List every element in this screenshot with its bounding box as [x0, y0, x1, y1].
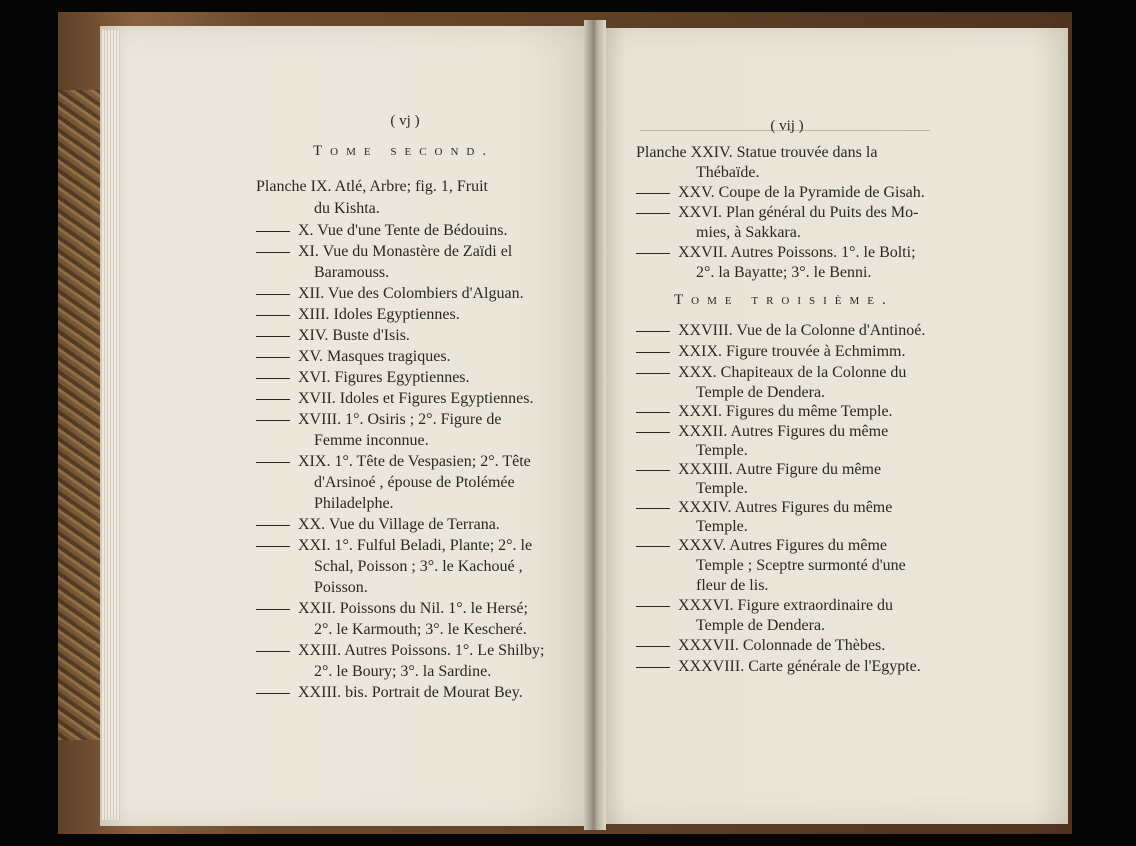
ditto-dash [636, 352, 670, 353]
entry-text: XXXVII. Colonnade de Thèbes. [678, 637, 886, 654]
entry-text: XI. Vue du Monastère de Zaïdi el [298, 243, 513, 260]
toc-entry [314, 579, 368, 597]
entry-text: d'Arsinoé , épouse de Ptolémée [314, 474, 515, 491]
toc-entry [314, 432, 429, 450]
toc-entry [256, 306, 460, 324]
toc-entry [256, 537, 532, 555]
toc-entry [636, 499, 892, 517]
ditto-dash [256, 231, 290, 232]
toc-entry [256, 285, 524, 303]
ditto-dash [636, 331, 670, 332]
toc-entry [256, 243, 512, 261]
entry-text: Thébaïde. [696, 164, 760, 181]
toc-entry [314, 200, 380, 218]
toc-entry [636, 403, 893, 421]
ditto-dash [636, 606, 670, 607]
toc-entry [636, 597, 893, 615]
entry-text: XXXII. Autres Figures du même [678, 423, 889, 440]
toc-entry [636, 204, 918, 222]
ditto-dash [256, 378, 290, 379]
toc-entry [636, 364, 906, 382]
entry-text: du Kishta. [314, 200, 380, 217]
entry-text: XXVIII. Vue de la Colonne d'Antinoé. [678, 322, 926, 339]
ditto-dash [636, 193, 670, 194]
ditto-dash [636, 667, 670, 668]
entry-text: XVII. Idoles et Figures Egyptiennes. [298, 390, 534, 407]
toc-entry [256, 411, 501, 429]
ditto-dash [256, 252, 290, 253]
entry-text: XIX. 1°. Tête de Vespasien; 2°. Tête [298, 453, 531, 470]
toc-entry [696, 557, 906, 575]
toc-entry [314, 474, 515, 492]
toc-entry [696, 224, 801, 242]
entry-text: XVI. Figures Egyptiennes. [298, 369, 470, 386]
entry-text: XXXIII. Autre Figure du même [678, 461, 882, 478]
toc-entry [636, 637, 885, 655]
ditto-dash [256, 546, 290, 547]
toc-entry [256, 390, 534, 408]
entry-text: X. Vue d'une Tente de Bédouins. [298, 222, 508, 239]
entry-text: XIII. Idoles Egyptiennes. [298, 306, 460, 323]
ditto-dash [256, 357, 290, 358]
entry-text: XXXV. Autres Figures du même [678, 537, 888, 554]
left-volume-heading: Tome second. [313, 143, 495, 159]
toc-entry [696, 617, 825, 635]
entry-text: XXV. Coupe de la Pyramide de Gisah. [678, 184, 925, 201]
entry-text: Planche IX. Atlé, Arbre; fig. 1, Fruit [256, 178, 488, 195]
entry-text: mies, à Sakkara. [696, 224, 801, 241]
ditto-dash [636, 253, 670, 254]
entry-text: XXXIV. Autres Figures du même [678, 499, 893, 516]
toc-entry [636, 537, 887, 555]
book-gutter [584, 20, 606, 830]
toc-entry [696, 442, 748, 460]
ditto-dash [636, 412, 670, 413]
toc-entry [636, 244, 916, 262]
toc-entry [636, 343, 906, 361]
ditto-dash [256, 399, 290, 400]
ditto-dash [636, 213, 670, 214]
ditto-dash [636, 373, 670, 374]
toc-entry [696, 480, 748, 498]
entry-text: 2°. la Bayatte; 3°. le Benni. [696, 264, 872, 281]
entry-text: Temple. [696, 442, 748, 459]
ditto-dash [636, 470, 670, 471]
toc-entry [696, 264, 871, 282]
entry-text: 2°. le Boury; 3°. la Sardine. [314, 663, 492, 680]
entry-text: XXIII. bis. Portrait de Mourat Bey. [298, 684, 523, 701]
entry-text: XXX. Chapiteaux de la Colonne du [678, 364, 907, 381]
ditto-dash [256, 420, 290, 421]
toc-entry [256, 642, 544, 660]
toc-entry [314, 621, 527, 639]
entry-text: XII. Vue des Colombiers d'Alguan. [298, 285, 524, 302]
ditto-dash [256, 294, 290, 295]
entry-text: Temple de Dendera. [696, 617, 826, 634]
toc-entry [696, 518, 748, 536]
entry-text: Femme inconnue. [314, 432, 429, 449]
entry-text: XXXVIII. Carte générale de l'Egypte. [678, 658, 921, 675]
right-page-number: ( vij ) [770, 118, 804, 134]
ditto-dash [636, 546, 670, 547]
ditto-dash [256, 462, 290, 463]
toc-entry [256, 516, 500, 534]
entry-text: XXVII. Autres Poissons. 1°. le Bolti; [678, 244, 916, 261]
toc-entry [696, 164, 760, 182]
ditto-dash [256, 315, 290, 316]
toc-entry [256, 348, 451, 366]
entry-text: Temple de Dendera. [696, 384, 826, 401]
entry-text: XXXI. Figures du même Temple. [678, 403, 893, 420]
right-volume-heading: Tome troisième. [674, 292, 894, 308]
toc-entry [256, 684, 523, 702]
left-page-number: ( vj ) [390, 113, 420, 129]
page-edges [102, 30, 120, 820]
entry-text: XXIII. Autres Poissons. 1°. Le Shilby; [298, 642, 545, 659]
ditto-dash [256, 336, 290, 337]
entry-text: XXI. 1°. Fulful Beladi, Plante; 2°. le [298, 537, 533, 554]
ditto-dash [256, 693, 290, 694]
entry-text: Planche XXIV. Statue trouvée dans la [636, 144, 878, 161]
toc-entry [314, 495, 394, 513]
ditto-dash [636, 432, 670, 433]
entry-text: XXII. Poissons du Nil. 1°. le Hersé; [298, 600, 528, 617]
toc-entry [696, 577, 768, 595]
toc-entry [636, 322, 925, 340]
toc-entry [256, 600, 528, 618]
entry-text: XXVI. Plan général du Puits des Mo- [678, 204, 919, 221]
entry-text: XV. Masques tragiques. [298, 348, 451, 365]
entry-text: Temple ; Sceptre surmonté d'une [696, 557, 906, 574]
toc-entry [696, 384, 825, 402]
ditto-dash [636, 646, 670, 647]
toc-entry [314, 663, 491, 681]
toc-entry [314, 264, 389, 282]
toc-entry [256, 327, 410, 345]
toc-entry [314, 558, 523, 576]
ditto-dash [256, 525, 290, 526]
entry-text: Temple. [696, 480, 748, 497]
ditto-dash [256, 609, 290, 610]
toc-entry [636, 658, 921, 676]
entry-text: XX. Vue du Village de Terrana. [298, 516, 500, 533]
toc-entry [636, 423, 888, 441]
toc-entry [256, 453, 531, 471]
toc-entry [636, 184, 925, 202]
entry-text: XIV. Buste d'Isis. [298, 327, 410, 344]
ditto-dash [636, 508, 670, 509]
entry-text: XXIX. Figure trouvée à Echmimm. [678, 343, 906, 360]
entry-text: Baramouss. [314, 264, 390, 281]
entry-text: Temple. [696, 518, 748, 535]
entry-text: XXXVI. Figure extraordinaire du [678, 597, 894, 614]
toc-entry [256, 369, 470, 387]
toc-entry [256, 222, 508, 240]
entry-text: 2°. le Karmouth; 3°. le Kescheré. [314, 621, 527, 638]
ditto-dash [256, 651, 290, 652]
entry-text: Poisson. [314, 579, 368, 596]
entry-text: fleur de lis. [696, 577, 769, 594]
entry-text: Schal, Poisson ; 3°. le Kachoué , [314, 558, 523, 575]
toc-entry [256, 178, 488, 196]
entry-text: Philadelphe. [314, 495, 394, 512]
entry-text: XVIII. 1°. Osiris ; 2°. Figure de [298, 411, 502, 428]
toc-entry [636, 461, 881, 479]
toc-entry [636, 144, 877, 162]
